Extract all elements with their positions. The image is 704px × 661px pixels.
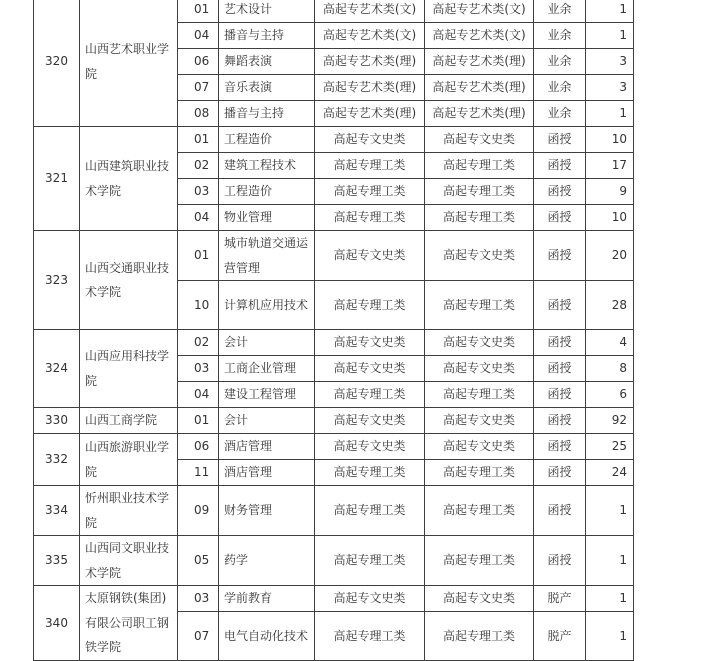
school-code: 330 — [34, 408, 80, 434]
table-row — [34, 127, 634, 153]
major-code: 04 — [178, 23, 219, 49]
study-mode: 函授 — [534, 434, 586, 460]
study-mode: 函授 — [534, 153, 586, 179]
plan-count: 28 — [586, 281, 634, 330]
exam-category: 高起专理工类 — [315, 382, 425, 408]
plan-count: 10 — [586, 205, 634, 231]
exam-category: 高起专理工类 — [315, 486, 425, 536]
plan-count: 1 — [586, 101, 634, 127]
table-row — [34, 231, 634, 281]
school-name: 山西同文职业技术学院 — [80, 536, 178, 586]
major-name: 酒店管理 — [219, 434, 315, 460]
admission-category: 高起专艺术类(理) — [425, 49, 534, 75]
major-name: 酒店管理 — [219, 460, 315, 486]
exam-category: 高起专理工类 — [315, 612, 425, 661]
major-code: 01 — [178, 408, 219, 434]
plan-count: 1 — [586, 0, 634, 23]
study-mode: 脱产 — [534, 586, 586, 612]
major-code: 08 — [178, 101, 219, 127]
plan-count: 25 — [586, 434, 634, 460]
exam-category: 高起专理工类 — [315, 205, 425, 231]
school-code: 323 — [34, 231, 80, 330]
major-name: 建设工程管理 — [219, 382, 315, 408]
major-name: 学前教育 — [219, 586, 315, 612]
major-name: 物业管理 — [219, 205, 315, 231]
major-name: 播音与主持 — [219, 101, 315, 127]
admission-category: 高起专理工类 — [425, 536, 534, 586]
study-mode: 函授 — [534, 330, 586, 356]
major-code: 04 — [178, 382, 219, 408]
plan-count: 9 — [586, 179, 634, 205]
major-name: 药学 — [219, 536, 315, 586]
study-mode: 脱产 — [534, 612, 586, 661]
study-mode: 函授 — [534, 205, 586, 231]
enrollment-table — [33, 0, 634, 661]
school-code: 334 — [34, 486, 80, 536]
exam-category: 高起专理工类 — [315, 460, 425, 486]
admission-category: 高起专理工类 — [425, 179, 534, 205]
admission-category: 高起专艺术类(理) — [425, 101, 534, 127]
study-mode: 业余 — [534, 23, 586, 49]
school-name: 山西交通职业技术学院 — [80, 231, 178, 330]
major-name: 会计 — [219, 330, 315, 356]
study-mode: 函授 — [534, 408, 586, 434]
study-mode: 函授 — [534, 536, 586, 586]
school-code: 324 — [34, 330, 80, 408]
school-code: 321 — [34, 127, 80, 231]
plan-count: 17 — [586, 153, 634, 179]
major-name: 财务管理 — [219, 486, 315, 536]
admission-category: 高起专理工类 — [425, 281, 534, 330]
exam-category: 高起专文史类 — [315, 330, 425, 356]
exam-category: 高起专理工类 — [315, 536, 425, 586]
study-mode: 函授 — [534, 486, 586, 536]
major-code: 07 — [178, 75, 219, 101]
school-code: 335 — [34, 536, 80, 586]
major-code: 02 — [178, 330, 219, 356]
plan-count: 24 — [586, 460, 634, 486]
table-row — [34, 0, 634, 23]
major-code: 01 — [178, 0, 219, 23]
table-row — [34, 536, 634, 586]
admission-category: 高起专文史类 — [425, 434, 534, 460]
admission-category: 高起专文史类 — [425, 127, 534, 153]
major-name: 工商企业管理 — [219, 356, 315, 382]
table-row — [34, 586, 634, 612]
admission-category: 高起专艺术类(理) — [425, 75, 534, 101]
school-name: 山西艺术职业学院 — [80, 0, 178, 127]
study-mode: 业余 — [534, 0, 586, 23]
study-mode: 业余 — [534, 49, 586, 75]
major-code: 10 — [178, 281, 219, 330]
major-code: 07 — [178, 612, 219, 661]
exam-category: 高起专文史类 — [315, 231, 425, 281]
major-code: 03 — [178, 586, 219, 612]
major-name: 建筑工程技术 — [219, 153, 315, 179]
major-code: 11 — [178, 460, 219, 486]
exam-category: 高起专文史类 — [315, 408, 425, 434]
exam-category: 高起专理工类 — [315, 179, 425, 205]
school-name: 太原钢铁(集团)有限公司职工钢铁学院 — [80, 586, 178, 661]
school-name: 山西工商学院 — [80, 408, 178, 434]
table-row — [34, 330, 634, 356]
exam-category: 高起专艺术类(文) — [315, 0, 425, 23]
study-mode: 函授 — [534, 231, 586, 281]
plan-count: 3 — [586, 75, 634, 101]
admission-category: 高起专理工类 — [425, 205, 534, 231]
admission-category: 高起专文史类 — [425, 231, 534, 281]
study-mode: 函授 — [534, 382, 586, 408]
table-row — [34, 486, 634, 536]
study-mode: 函授 — [534, 281, 586, 330]
major-code: 06 — [178, 434, 219, 460]
school-name: 山西应用科技学院 — [80, 330, 178, 408]
school-name: 山西旅游职业学院 — [80, 434, 178, 486]
plan-count: 3 — [586, 49, 634, 75]
exam-category: 高起专理工类 — [315, 281, 425, 330]
plan-count: 6 — [586, 382, 634, 408]
table-row — [34, 434, 634, 460]
major-name: 音乐表演 — [219, 75, 315, 101]
school-name: 忻州职业技术学院 — [80, 486, 178, 536]
major-name: 城市轨道交通运营管理 — [219, 231, 315, 281]
major-code: 06 — [178, 49, 219, 75]
major-code: 09 — [178, 486, 219, 536]
admission-category: 高起专理工类 — [425, 612, 534, 661]
study-mode: 函授 — [534, 179, 586, 205]
exam-category: 高起专艺术类(理) — [315, 49, 425, 75]
table-row — [34, 408, 634, 434]
plan-count: 10 — [586, 127, 634, 153]
plan-count: 8 — [586, 356, 634, 382]
school-code: 340 — [34, 586, 80, 661]
major-code: 04 — [178, 205, 219, 231]
major-code: 01 — [178, 231, 219, 281]
major-code: 01 — [178, 127, 219, 153]
admission-category: 高起专理工类 — [425, 153, 534, 179]
plan-count: 1 — [586, 586, 634, 612]
admission-category: 高起专理工类 — [425, 460, 534, 486]
exam-category: 高起专理工类 — [315, 153, 425, 179]
exam-category: 高起专艺术类(文) — [315, 23, 425, 49]
major-name: 会计 — [219, 408, 315, 434]
study-mode: 业余 — [534, 101, 586, 127]
major-name: 播音与主持 — [219, 23, 315, 49]
plan-count: 1 — [586, 486, 634, 536]
exam-category: 高起专文史类 — [315, 127, 425, 153]
admission-category: 高起专艺术类(文) — [425, 23, 534, 49]
plan-count: 1 — [586, 536, 634, 586]
plan-count: 1 — [586, 23, 634, 49]
plan-count: 92 — [586, 408, 634, 434]
study-mode: 业余 — [534, 75, 586, 101]
plan-count: 20 — [586, 231, 634, 281]
major-code: 03 — [178, 179, 219, 205]
major-code: 05 — [178, 536, 219, 586]
admission-category: 高起专文史类 — [425, 356, 534, 382]
school-name: 山西建筑职业技术学院 — [80, 127, 178, 231]
admission-category: 高起专艺术类(文) — [425, 0, 534, 23]
major-code: 03 — [178, 356, 219, 382]
admission-category: 高起专文史类 — [425, 408, 534, 434]
enrollment-table-container — [33, 0, 634, 661]
admission-category: 高起专文史类 — [425, 586, 534, 612]
plan-count: 4 — [586, 330, 634, 356]
admission-category: 高起专理工类 — [425, 486, 534, 536]
exam-category: 高起专艺术类(理) — [315, 101, 425, 127]
exam-category: 高起专文史类 — [315, 586, 425, 612]
major-name: 电气自动化技术 — [219, 612, 315, 661]
major-code: 02 — [178, 153, 219, 179]
major-name: 工程造价 — [219, 179, 315, 205]
admission-category: 高起专理工类 — [425, 382, 534, 408]
major-name: 舞蹈表演 — [219, 49, 315, 75]
study-mode: 函授 — [534, 460, 586, 486]
exam-category: 高起专艺术类(理) — [315, 75, 425, 101]
exam-category: 高起专文史类 — [315, 434, 425, 460]
school-code: 332 — [34, 434, 80, 486]
study-mode: 函授 — [534, 356, 586, 382]
major-name: 工程造价 — [219, 127, 315, 153]
plan-count: 1 — [586, 612, 634, 661]
study-mode: 函授 — [534, 127, 586, 153]
exam-category: 高起专文史类 — [315, 356, 425, 382]
major-name: 艺术设计 — [219, 0, 315, 23]
major-name: 计算机应用技术 — [219, 281, 315, 330]
admission-category: 高起专文史类 — [425, 330, 534, 356]
school-code: 320 — [34, 0, 80, 127]
